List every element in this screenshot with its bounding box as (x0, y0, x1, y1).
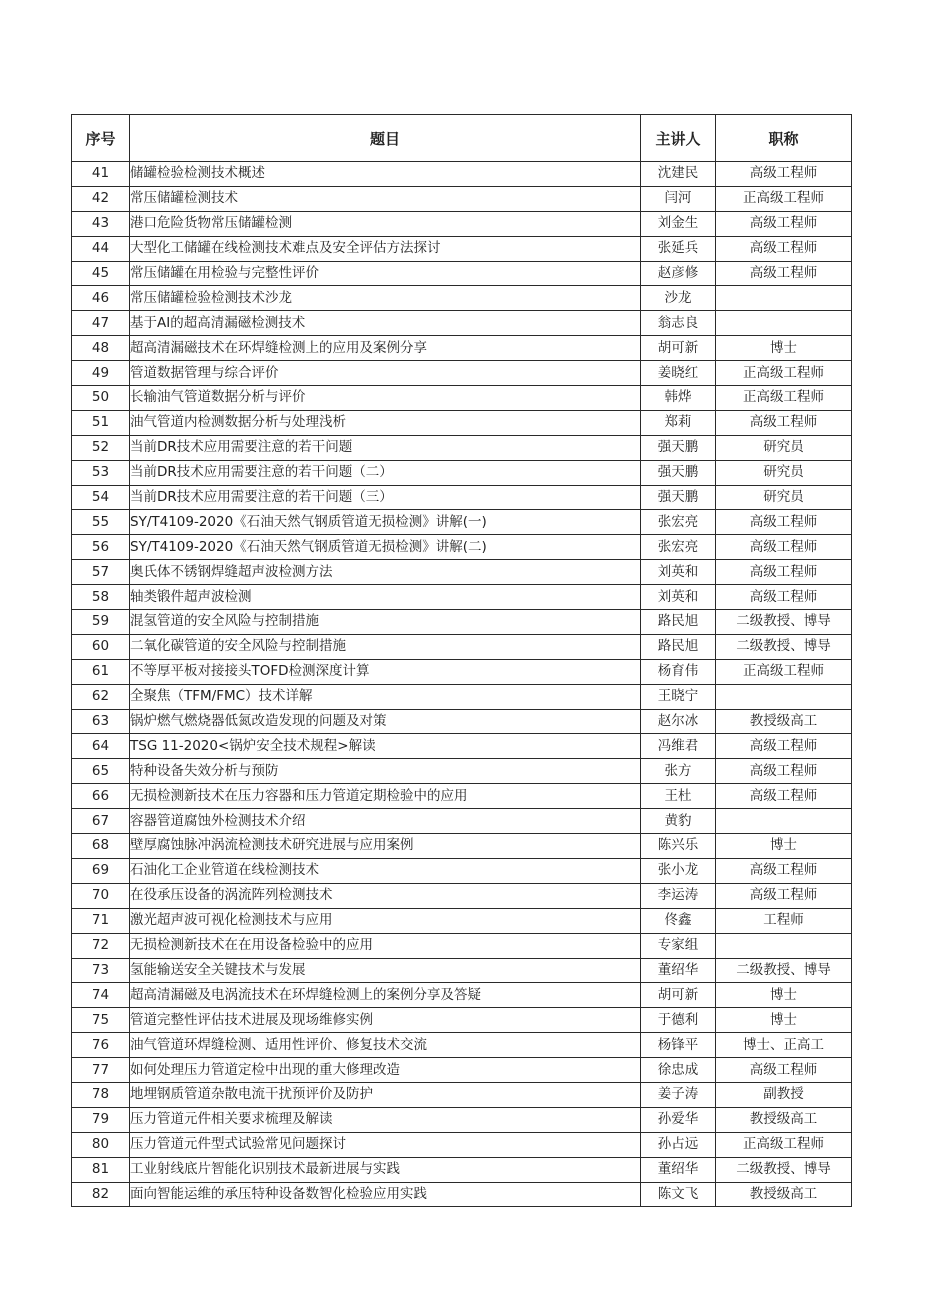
row-speaker: 李运涛 (641, 883, 716, 908)
row-rank: 二级教授、博导 (716, 1157, 852, 1182)
row-num: 51 (72, 410, 130, 435)
row-title: 长输油气管道数据分析与评价 (130, 386, 641, 411)
row-rank (716, 933, 852, 958)
table-row (72, 809, 852, 834)
row-title: 基于AI的超高清漏磁检测技术 (130, 311, 641, 336)
row-speaker: 冯维君 (641, 734, 716, 759)
row-num: 62 (72, 684, 130, 709)
row-rank: 高级工程师 (716, 585, 852, 610)
row-num: 46 (72, 286, 130, 311)
row-speaker: 张小龙 (641, 858, 716, 883)
table-row (72, 834, 852, 859)
row-num: 56 (72, 535, 130, 560)
table-row (72, 510, 852, 535)
row-title: 轴类锻件超声波检测 (130, 585, 641, 610)
row-title: 二氧化碳管道的安全风险与控制措施 (130, 634, 641, 659)
table-row (72, 162, 852, 187)
row-rank: 正高级工程师 (716, 659, 852, 684)
row-speaker: 孙爱华 (641, 1107, 716, 1132)
table-row (72, 659, 852, 684)
row-title: 管道完整性评估技术进展及现场维修实例 (130, 1008, 641, 1033)
row-num: 79 (72, 1107, 130, 1132)
row-num: 57 (72, 560, 130, 585)
row-num: 65 (72, 759, 130, 784)
row-speaker: 张宏亮 (641, 535, 716, 560)
table-row (72, 211, 852, 236)
table-row (72, 261, 852, 286)
row-rank: 研究员 (716, 435, 852, 460)
row-rank: 工程师 (716, 908, 852, 933)
row-speaker: 张延兵 (641, 236, 716, 261)
table-row (72, 535, 852, 560)
table-row (72, 709, 852, 734)
row-rank: 副教授 (716, 1082, 852, 1107)
row-speaker: 刘英和 (641, 560, 716, 585)
row-title: 工业射线底片智能化识别技术最新进展与实践 (130, 1157, 641, 1182)
table-row (72, 1058, 852, 1083)
row-num: 60 (72, 634, 130, 659)
table-row (72, 958, 852, 983)
row-title: 管道数据管理与综合评价 (130, 361, 641, 386)
row-title: 港口危险货物常压储罐检测 (130, 211, 641, 236)
row-speaker: 路民旭 (641, 634, 716, 659)
row-speaker: 刘英和 (641, 585, 716, 610)
row-speaker: 姜晓红 (641, 361, 716, 386)
row-num: 74 (72, 983, 130, 1008)
row-rank: 教授级高工 (716, 1182, 852, 1207)
row-num: 45 (72, 261, 130, 286)
row-title: 当前DR技术应用需要注意的若干问题（三） (130, 485, 641, 510)
row-title: 地埋钢质管道杂散电流干扰预评价及防护 (130, 1082, 641, 1107)
row-rank: 高级工程师 (716, 560, 852, 585)
table-row (72, 610, 852, 635)
lecture-table (71, 114, 852, 1207)
row-rank (716, 684, 852, 709)
row-num: 70 (72, 883, 130, 908)
row-title: 超高清漏磁及电涡流技术在环焊缝检测上的案例分享及答疑 (130, 983, 641, 1008)
table-row (72, 1182, 852, 1207)
row-title: 面向智能运维的承压特种设备数智化检验应用实践 (130, 1182, 641, 1207)
row-num: 82 (72, 1182, 130, 1207)
row-title: 当前DR技术应用需要注意的若干问题 (130, 435, 641, 460)
row-rank: 高级工程师 (716, 784, 852, 809)
table-header-row (72, 115, 852, 162)
row-title: 常压储罐检验检测技术沙龙 (130, 286, 641, 311)
row-num: 66 (72, 784, 130, 809)
row-rank: 高级工程师 (716, 162, 852, 187)
row-num: 59 (72, 610, 130, 635)
row-title: TSG 11-2020<锅炉安全技术规程>解读 (130, 734, 641, 759)
table-row (72, 1008, 852, 1033)
row-title: SY/T4109-2020《石油天然气钢质管道无损检测》讲解(二) (130, 535, 641, 560)
row-num: 54 (72, 485, 130, 510)
table-row (72, 460, 852, 485)
table-row (72, 684, 852, 709)
row-rank: 教授级高工 (716, 1107, 852, 1132)
row-speaker: 韩烨 (641, 386, 716, 411)
table-row (72, 560, 852, 585)
row-num: 64 (72, 734, 130, 759)
table-row (72, 908, 852, 933)
row-speaker: 姜子涛 (641, 1082, 716, 1107)
row-speaker: 胡可新 (641, 336, 716, 361)
table-row (72, 485, 852, 510)
row-title: 超高清漏磁技术在环焊缝检测上的应用及案例分享 (130, 336, 641, 361)
row-title: 全聚焦（TFM/FMC）技术详解 (130, 684, 641, 709)
row-rank: 博士 (716, 983, 852, 1008)
row-rank: 高级工程师 (716, 858, 852, 883)
row-title: 无损检测新技术在在用设备检验中的应用 (130, 933, 641, 958)
header-title: 题目 (130, 115, 641, 162)
row-num: 41 (72, 162, 130, 187)
row-speaker: 郑莉 (641, 410, 716, 435)
row-rank: 高级工程师 (716, 535, 852, 560)
table-row (72, 858, 852, 883)
row-num: 80 (72, 1132, 130, 1157)
row-rank: 二级教授、博导 (716, 958, 852, 983)
row-title: 压力管道元件型式试验常见问题探讨 (130, 1132, 641, 1157)
row-title: 压力管道元件相关要求梳理及解读 (130, 1107, 641, 1132)
row-rank: 博士、正高工 (716, 1033, 852, 1058)
row-num: 48 (72, 336, 130, 361)
row-speaker: 沈建民 (641, 162, 716, 187)
row-speaker: 胡可新 (641, 983, 716, 1008)
row-title: 油气管道环焊缝检测、适用性评价、修复技术交流 (130, 1033, 641, 1058)
table-row (72, 410, 852, 435)
row-speaker: 沙龙 (641, 286, 716, 311)
row-speaker: 陈文飞 (641, 1182, 716, 1207)
row-rank: 研究员 (716, 485, 852, 510)
row-speaker: 刘金生 (641, 211, 716, 236)
row-rank: 高级工程师 (716, 734, 852, 759)
row-speaker: 张宏亮 (641, 510, 716, 535)
table-row (72, 759, 852, 784)
row-title: 壁厚腐蚀脉冲涡流检测技术研究进展与应用案例 (130, 834, 641, 859)
row-rank: 正高级工程师 (716, 186, 852, 211)
row-num: 69 (72, 858, 130, 883)
row-title: 油气管道内检测数据分析与处理浅析 (130, 410, 641, 435)
row-title: 氢能输送安全关键技术与发展 (130, 958, 641, 983)
row-num: 76 (72, 1033, 130, 1058)
table-row (72, 1033, 852, 1058)
row-speaker: 于德利 (641, 1008, 716, 1033)
row-speaker: 专家组 (641, 933, 716, 958)
row-rank: 高级工程师 (716, 883, 852, 908)
row-speaker: 孙占远 (641, 1132, 716, 1157)
row-num: 53 (72, 460, 130, 485)
row-num: 81 (72, 1157, 130, 1182)
row-title: 如何处理压力管道定检中出现的重大修理改造 (130, 1058, 641, 1083)
row-num: 63 (72, 709, 130, 734)
table-row (72, 286, 852, 311)
row-num: 47 (72, 311, 130, 336)
row-title: 锅炉燃气燃烧器低氮改造发现的问题及对策 (130, 709, 641, 734)
row-speaker: 王晓宁 (641, 684, 716, 709)
row-title: 无损检测新技术在压力容器和压力管道定期检验中的应用 (130, 784, 641, 809)
row-speaker: 赵尔冰 (641, 709, 716, 734)
row-title: 石油化工企业管道在线检测技术 (130, 858, 641, 883)
row-title: 储罐检验检测技术概述 (130, 162, 641, 187)
row-speaker: 杨锋平 (641, 1033, 716, 1058)
row-num: 44 (72, 236, 130, 261)
row-rank: 正高级工程师 (716, 386, 852, 411)
row-rank (716, 809, 852, 834)
row-num: 61 (72, 659, 130, 684)
row-num: 75 (72, 1008, 130, 1033)
table-row (72, 1157, 852, 1182)
row-num: 67 (72, 809, 130, 834)
row-num: 73 (72, 958, 130, 983)
row-title: SY/T4109-2020《石油天然气钢质管道无损检测》讲解(一) (130, 510, 641, 535)
row-speaker: 王杜 (641, 784, 716, 809)
row-rank: 正高级工程师 (716, 1132, 852, 1157)
row-speaker: 强天鹏 (641, 485, 716, 510)
row-num: 77 (72, 1058, 130, 1083)
row-title: 常压储罐在用检验与完整性评价 (130, 261, 641, 286)
table-row (72, 311, 852, 336)
table-row (72, 784, 852, 809)
table-row (72, 1132, 852, 1157)
row-speaker: 强天鹏 (641, 460, 716, 485)
row-speaker: 翁志良 (641, 311, 716, 336)
row-num: 43 (72, 211, 130, 236)
row-speaker: 陈兴乐 (641, 834, 716, 859)
row-rank: 教授级高工 (716, 709, 852, 734)
row-rank: 博士 (716, 834, 852, 859)
row-num: 42 (72, 186, 130, 211)
table-row (72, 1082, 852, 1107)
row-title: 当前DR技术应用需要注意的若干问题（二） (130, 460, 641, 485)
row-speaker: 徐忠成 (641, 1058, 716, 1083)
row-speaker: 张方 (641, 759, 716, 784)
row-rank: 研究员 (716, 460, 852, 485)
row-speaker: 强天鹏 (641, 435, 716, 460)
table-row (72, 734, 852, 759)
header-rank: 职称 (716, 115, 852, 162)
row-rank: 高级工程师 (716, 261, 852, 286)
table-row (72, 585, 852, 610)
row-speaker: 黄豹 (641, 809, 716, 834)
table-row (72, 236, 852, 261)
table-row (72, 435, 852, 460)
row-num: 58 (72, 585, 130, 610)
row-rank: 高级工程师 (716, 211, 852, 236)
row-title: 大型化工储罐在线检测技术难点及安全评估方法探讨 (130, 236, 641, 261)
row-speaker: 赵彦修 (641, 261, 716, 286)
row-speaker: 杨育伟 (641, 659, 716, 684)
row-num: 50 (72, 386, 130, 411)
table-row (72, 634, 852, 659)
row-num: 78 (72, 1082, 130, 1107)
header-num: 序号 (72, 115, 130, 162)
row-title: 在役承压设备的涡流阵列检测技术 (130, 883, 641, 908)
row-rank: 正高级工程师 (716, 361, 852, 386)
row-title: 激光超声波可视化检测技术与应用 (130, 908, 641, 933)
row-rank: 博士 (716, 336, 852, 361)
table-row (72, 361, 852, 386)
row-num: 68 (72, 834, 130, 859)
row-speaker: 董绍华 (641, 1157, 716, 1182)
table-row (72, 386, 852, 411)
header-speaker: 主讲人 (641, 115, 716, 162)
row-speaker: 董绍华 (641, 958, 716, 983)
row-title: 特种设备失效分析与预防 (130, 759, 641, 784)
table-row (72, 883, 852, 908)
row-rank (716, 286, 852, 311)
row-rank: 博士 (716, 1008, 852, 1033)
row-num: 49 (72, 361, 130, 386)
row-title: 容器管道腐蚀外检测技术介绍 (130, 809, 641, 834)
row-speaker: 闫河 (641, 186, 716, 211)
row-rank: 高级工程师 (716, 236, 852, 261)
row-num: 55 (72, 510, 130, 535)
row-rank (716, 311, 852, 336)
table-row (72, 336, 852, 361)
row-speaker: 佟鑫 (641, 908, 716, 933)
row-title: 奥氏体不锈钢焊缝超声波检测方法 (130, 560, 641, 585)
row-title: 混氢管道的安全风险与控制措施 (130, 610, 641, 635)
row-rank: 高级工程师 (716, 1058, 852, 1083)
table-row (72, 186, 852, 211)
row-speaker: 路民旭 (641, 610, 716, 635)
row-rank: 高级工程师 (716, 759, 852, 784)
row-title: 不等厚平板对接接头TOFD检测深度计算 (130, 659, 641, 684)
row-rank: 高级工程师 (716, 510, 852, 535)
table-row (72, 1107, 852, 1132)
row-num: 52 (72, 435, 130, 460)
table-row (72, 933, 852, 958)
row-rank: 高级工程师 (716, 410, 852, 435)
row-title: 常压储罐检测技术 (130, 186, 641, 211)
table-row (72, 983, 852, 1008)
row-num: 72 (72, 933, 130, 958)
row-rank: 二级教授、博导 (716, 610, 852, 635)
row-num: 71 (72, 908, 130, 933)
row-rank: 二级教授、博导 (716, 634, 852, 659)
